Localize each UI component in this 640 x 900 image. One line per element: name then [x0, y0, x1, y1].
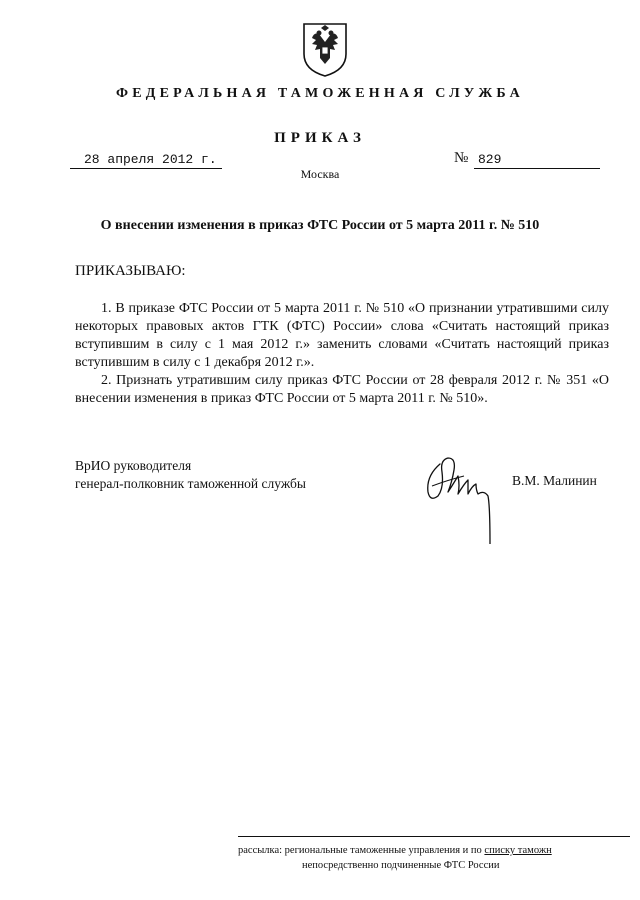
emblem-icon: [300, 20, 350, 78]
order-verb: ПРИКАЗЫВАЮ:: [75, 263, 186, 279]
order-subject: О внесении изменения в приказ ФТС России от 5 марта 2011 г. № 510: [100, 218, 540, 233]
city: Москва: [300, 167, 340, 181]
order-number: 829: [474, 152, 600, 169]
document-type: ПРИКАЗ: [274, 130, 366, 146]
distribution-list: [238, 843, 638, 873]
signature-icon: [418, 446, 498, 544]
distribution-link: списку таможн: [484, 845, 552, 856]
paragraph-2: 2. Признать утратившим силу приказ ФТС России от 28 февраля 2012 г. № 351 «О внесении изменения в приказ ФТС России от 5 марта 2011 г. № 510».: [75, 373, 609, 406]
signatory-title-line-1: ВрИО руководителя: [75, 458, 192, 473]
order-number-label: №: [454, 150, 469, 166]
order-date: 28 апреля 2012 г.: [70, 152, 222, 169]
distribution-line-2: непосредственно подчиненные ФТС России: [302, 860, 500, 871]
signatory-name: В.М. Малинин: [512, 473, 597, 488]
signatory-title: [75, 457, 306, 493]
distribution-divider: [238, 836, 630, 837]
paragraph-1: 1. В приказе ФТС России от 5 марта 2011 г. № 510 «О признании утратившими силу некоторых правовых актов ГТК (ФТС) России» слова «Считать настоящий приказ вступившим в силу с 1 мая 2012 г.» заменить словами «Считать настоящий приказ вступившим в силу с 1 декабря 2012 г.».: [75, 301, 609, 370]
signatory-title-line-2: генерал-полковник таможенной службы: [75, 476, 306, 491]
agency-name: ФЕДЕРАЛЬНАЯ ТАМОЖЕННАЯ СЛУЖБА: [116, 86, 524, 101]
distribution-prefix: рассылка: региональные таможенные управления и по: [238, 845, 485, 856]
